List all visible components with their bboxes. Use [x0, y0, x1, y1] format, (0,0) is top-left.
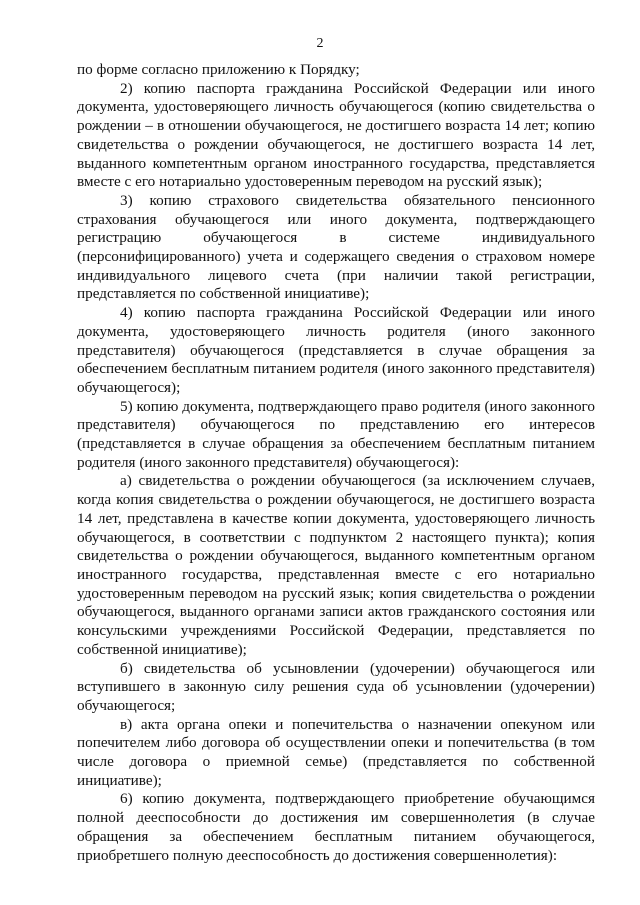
paragraph-item-4: 4) копию паспорта гражданина Российской Федерации или иного документа, удостоверяющего личность родителя (иного законного представителя) обучающегося (представляется в случае обращения за обеспечением бесплатным питанием родителя (иного законного представителя) обучающегося);: [77, 304, 595, 396]
paragraph-item-5a: а) свидетельства о рождении обучающегося (за исключением случаев, когда копия свидетельства о рождении обучающегося, не достигшего возраста 14 лет, представлена в качестве копии документа, удостоверяющего личность обучающегося, в соответствии с подпунктом 2 настоящего пункта); копия свидетельства о рождении обучающегося, выданного компетентным органом иностранного государства, представленная вместе с его нотариально удостоверенным переводом на русский язык; копия свидетельства о рождении обучающегося, выданного органами записи актов гражданского состояния или консульскими учреждениями Российской Федерации, представляется по собственной инициативе);: [77, 472, 595, 658]
page-number: 2: [316, 36, 324, 51]
paragraph-continuation: по форме согласно приложению к Порядку;: [77, 61, 360, 78]
paragraph-item-5v: в) акта органа опеки и попечительства о назначении опекуном или попечителем либо договора об осуществлении опеки и попечительства (в том числе договора о приемной семье) (представляется по собственной инициативе);: [77, 715, 595, 789]
paragraph-item-5b: б) свидетельства об усыновлении (удочерении) обучающегося или вступившего в законную силу решения суда об усыновлении (удочерении) обучающегося;: [77, 659, 595, 714]
paragraph-item-6: 6) копию документа, подтверждающего приобретение обучающимся полной дееспособности до достижения им совершеннолетия (в случае обращения за обеспечением бесплатным питанием обучающегося, приобретшего полную дееспособность до достижения совершеннолетия):: [77, 790, 595, 864]
paragraph-item-3: 3) копию страхового свидетельства обязательного пенсионного страхования обучающегося или иного документа, подтверждающего регистрацию обучающегося в системе индивидуального (персонифицированного) учета и содержащего сведения о страховом номере индивидуального лицевого счета (при наличии такой регистрации, представляется по собственной инициативе);: [77, 191, 595, 303]
paragraph-item-5: 5) копию документа, подтверждающего право родителя (иного законного представителя) обучающегося по представлению его интересов (представляется в случае обращения за обеспечением бесплатным питанием родителя (иного законного представителя) обучающегося):: [77, 397, 595, 471]
paragraph-item-2: 2) копию паспорта гражданина Российской Федерации или иного документа, удостоверяющего личность обучающегося (копию свидетельства о рождении – в отношении обучающегося, не достигшего возраста 14 лет; копию свидетельства о рождении обучающегося, не достигшего возраста 14 лет, выданного компетентным органом иностранного государства, представляется вместе с его нотариально удостоверенным переводом на русский язык);: [77, 79, 595, 191]
document-body: [77, 61, 595, 865]
